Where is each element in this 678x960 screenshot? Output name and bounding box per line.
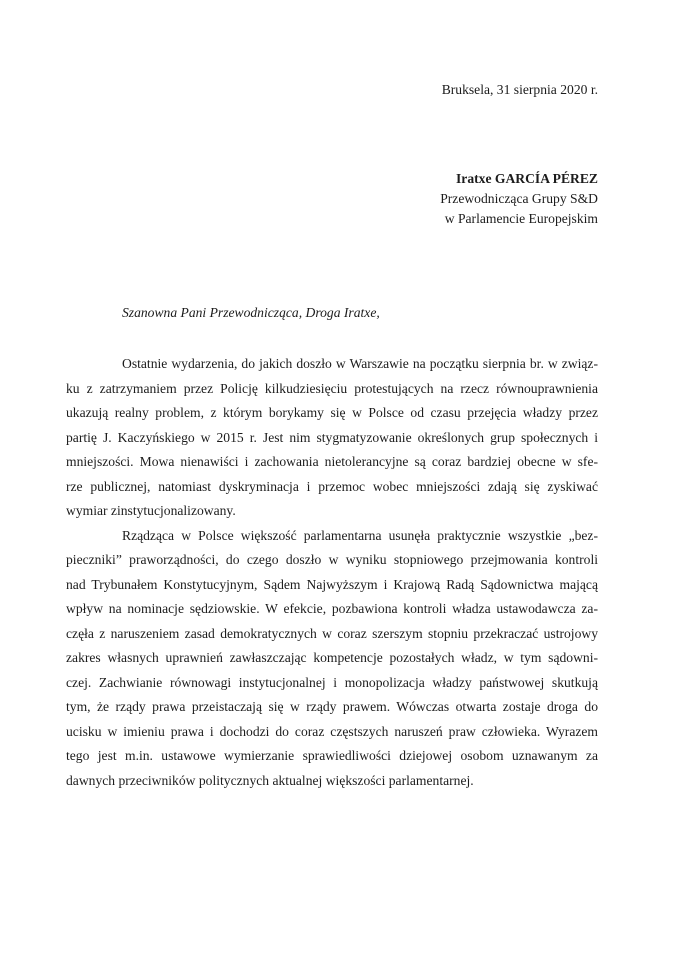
paragraph-2-line: zakres własnych uprawnień zawłaszczając kompetencje pozostałych władz, w tym sądowni- (66, 650, 598, 665)
recipient-role: Przewodnicząca Grupy S&D (440, 191, 598, 206)
salutation: Szanowna Pani Przewodnicząca, Droga Iratxe, (122, 305, 380, 320)
paragraph-2-line: częła z naruszeniem zasad demokratycznych w coraz szerszym stopniu przekraczać ustrojowy (66, 625, 598, 641)
recipient-block (66, 169, 598, 229)
recipient-org: w Parlamencie Europejskim (444, 211, 598, 226)
paragraph-2-line: tego jest m.in. ustawowe wymierzanie sprawiedliwości dziejowej osobom uznawanym za (66, 748, 598, 763)
paragraph-2-line: dawnych przeciwników politycznych aktualnej większości parlamentarnej. (66, 772, 474, 788)
paragraph-2-line: Rządząca w Polsce większość parlamentarna usunęła praktycznie wszystkie „bez- (122, 527, 598, 543)
paragraph-1-line: mniejszości. Mowa nienawiści i zachowania nietolerancyjne są coraz bardziej obecne w sfe- (66, 454, 598, 469)
paragraph-2-line: wpływ na nominacje sędziowskie. W efekcie, pozbawiona kontroli władza ustawodawcza za- (66, 601, 598, 616)
paragraph-2-line: pieczniki” praworządności, do czego doszło w wyniku stopniowego przejmowania kontroli (66, 552, 598, 567)
paragraph-1-line: partię J. Kaczyńskiego w 2015 r. Jest nim stygmatyzowanie określonych grup społecznych i (66, 429, 598, 445)
paragraph-2-line: czej. Zachwianie równowagi instytucjonalnej i monopolizacja władzy państwowej skutkują (66, 674, 598, 690)
paragraph-1-line: rze publicznej, natomiast dyskryminacja i przemoc wobec mniejszości zdają się zyskiwać (66, 478, 598, 494)
paragraph-1-line: Ostatnie wydarzenia, do jakich doszło w Warszawie na początku sierpnia br. w związ- (122, 356, 598, 371)
paragraph-2-line: tym, że rządy prawa przeistaczają się w rządy prawem. Wówczas otwarta zostaje droga do (66, 699, 598, 714)
paragraph-2-line: nad Trybunałem Konstytucyjnym, Sądem Najwyższym i Krajową Radą Sądownictwa mającą (66, 576, 598, 592)
recipient-name: Iratxe GARCÍA PÉREZ (456, 171, 598, 186)
paragraph-1-line: ukazują realny problem, z którym borykamy się w Polsce od czasu przejęcia władzy przez (66, 405, 598, 420)
paragraph-2-line: ucisku w imieniu prawa i dochodzi do coraz częstszych naruszeń praw człowieka. Wyrazem (66, 723, 598, 739)
paragraph-1-line: wymiar zinstytucjonalizowany. (66, 503, 236, 518)
dateline: Bruksela, 31 sierpnia 2020 r. (441, 82, 598, 97)
letter-body (66, 352, 598, 793)
paragraph-1-line: ku z zatrzymaniem przez Policję kilkudziesięciu protestujących na rzecz równouprawnienia (66, 380, 598, 396)
